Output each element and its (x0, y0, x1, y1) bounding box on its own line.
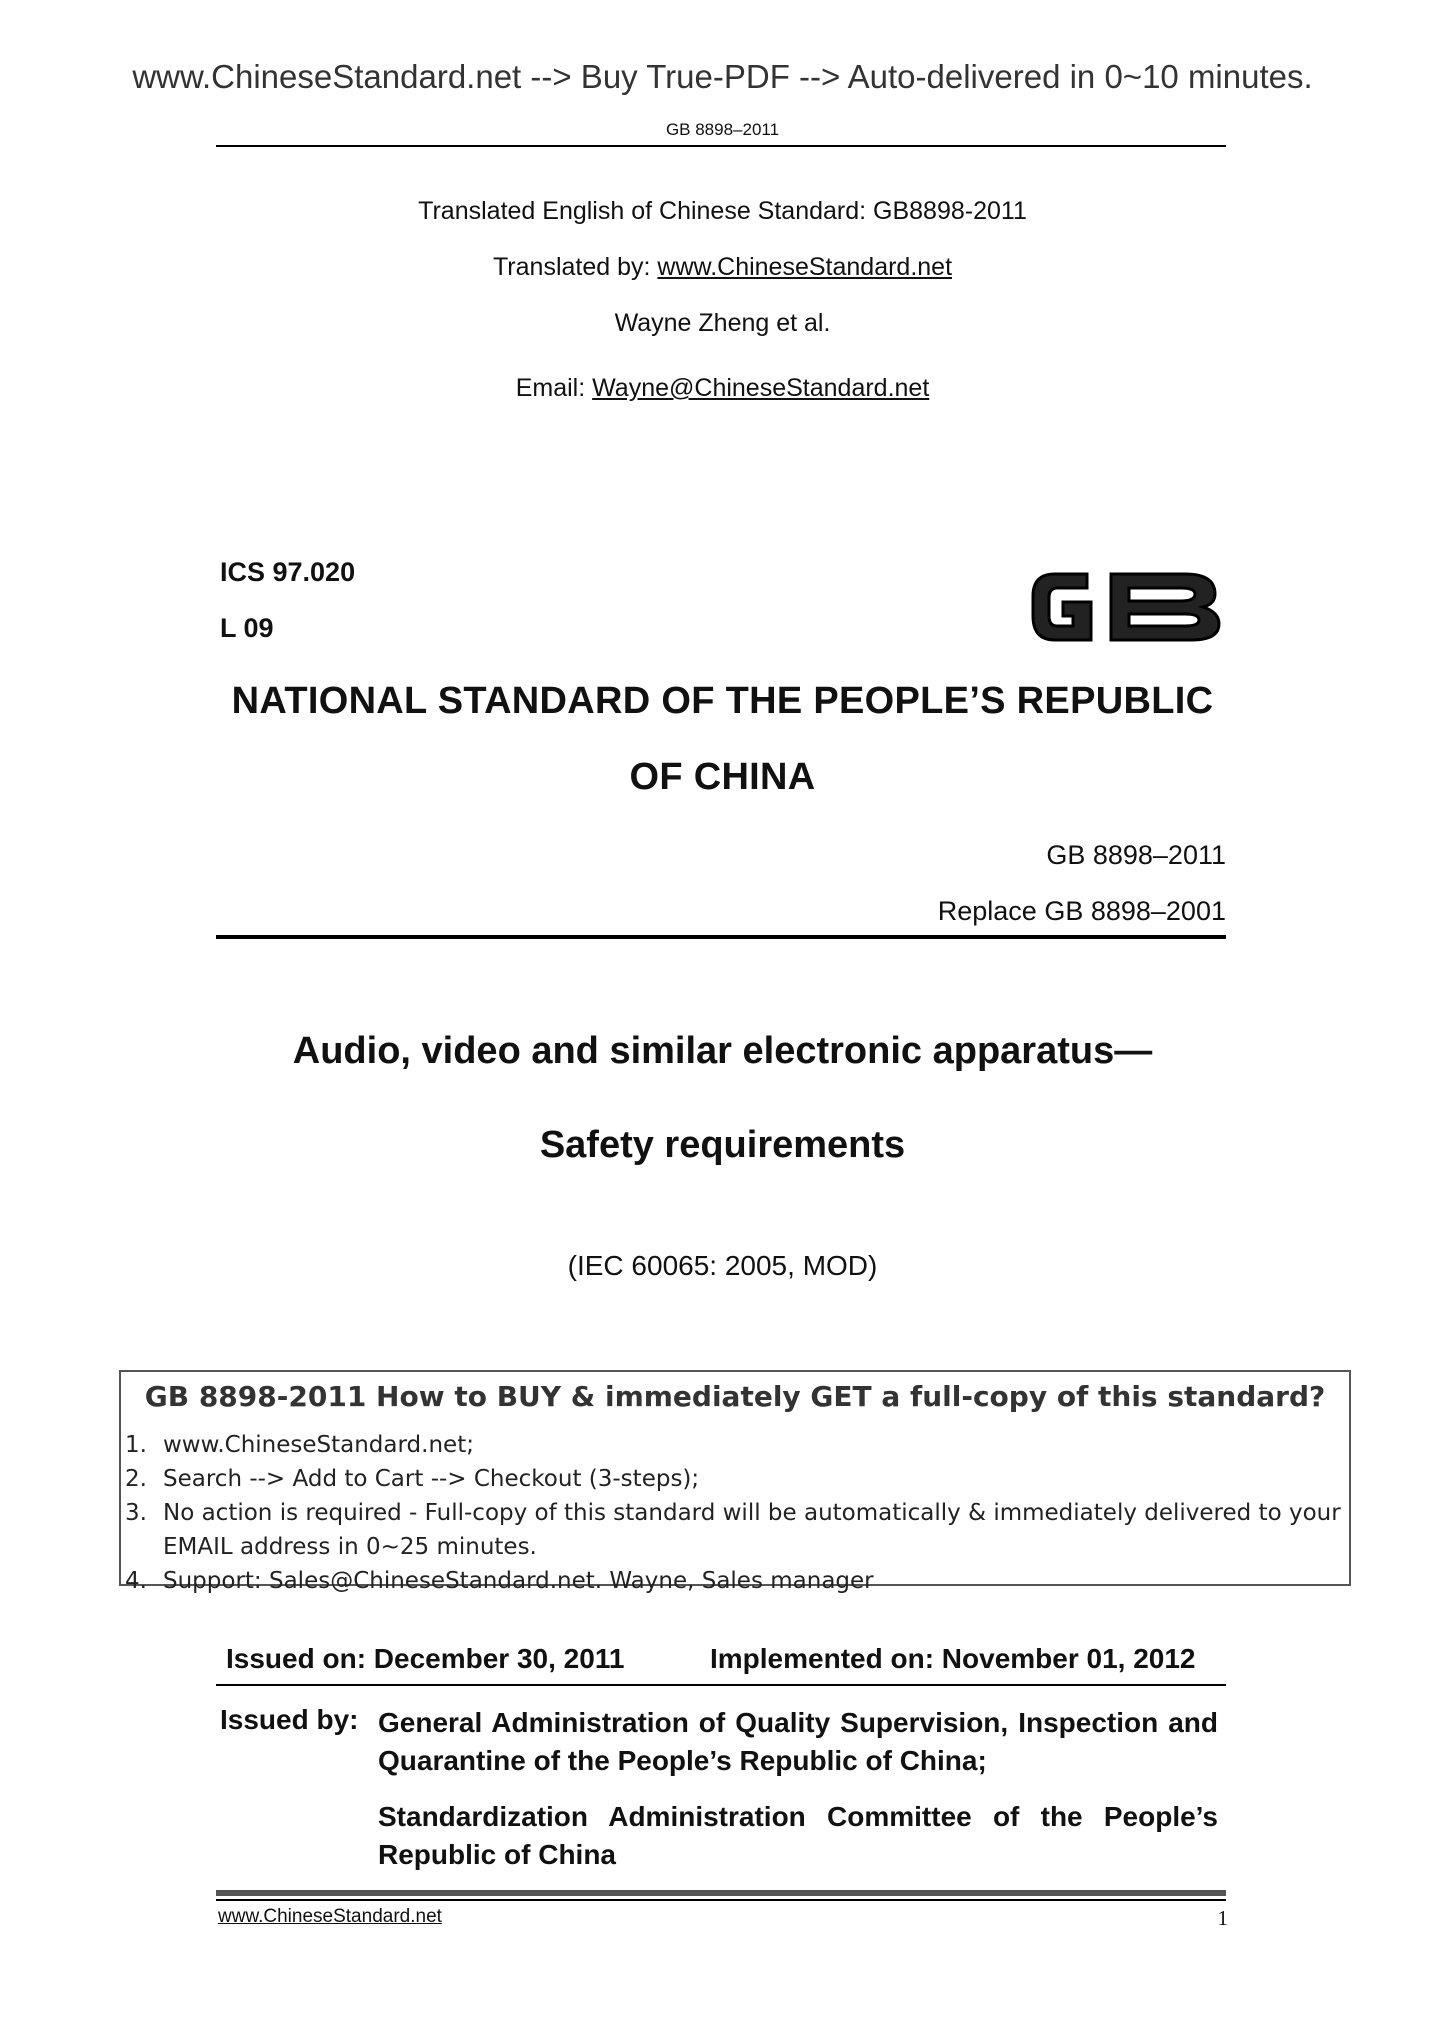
email-link[interactable]: Wayne@ChineseStandard.net (592, 374, 930, 402)
issuing-authority-2: Standardization Administration Committee of the People’s Republic of China (378, 1801, 1218, 1870)
title-rule (216, 935, 1226, 939)
ics-code: ICS 97.020 (220, 557, 356, 587)
running-header-code: GB 8898–2011 (665, 120, 780, 139)
footer-rule-thin (216, 1899, 1226, 1901)
issuing-authority-1: General Administration of Quality Supervision, Inspection and Quarantine of the People’s Republic of China; (378, 1707, 1218, 1776)
page-number: 1 (1217, 1906, 1228, 1930)
document-title-line1: Audio, video and similar electronic apparatus— (292, 1030, 1153, 1072)
step-text[interactable]: www.ChineseStandard.net; (163, 1432, 474, 1458)
footer-site-link[interactable]: www.ChineseStandard.net (218, 1906, 442, 1927)
standard-code: GB 8898–2011 (1046, 840, 1226, 870)
step-number: 4. (125, 1568, 147, 1594)
header-rule (216, 145, 1226, 147)
national-standard-title-line1: NATIONAL STANDARD OF THE PEOPLE’S REPUBLIC (231, 680, 1214, 722)
step-text: Support: Sales@ChineseStandard.net. Wayne, Sales manager (163, 1568, 874, 1594)
purchase-step (121, 1496, 1343, 1564)
implemented-on: Implemented on: November 01, 2012 (710, 1643, 1196, 1674)
replaces-code: Replace GB 8898–2001 (937, 896, 1226, 926)
iec-reference: (IEC 60065: 2005, MOD) (567, 1250, 878, 1281)
national-standard-title-line2: OF CHINA (629, 756, 816, 798)
purchase-step (121, 1462, 1343, 1496)
purchase-step (121, 1428, 1343, 1462)
step-number: 3. (125, 1500, 147, 1526)
step-text: Search --> Add to Cart --> Checkout (3-steps); (163, 1466, 700, 1492)
issued-on: Issued on: December 30, 2011 (226, 1643, 625, 1674)
translated-by (0, 253, 1445, 282)
top-banner: www.ChineseStandard.net --> Buy True-PDF --> Auto-delivered in 0~10 minutes. (132, 58, 1313, 95)
document-title-line2: Safety requirements (539, 1124, 906, 1166)
ccs-code: L 09 (220, 613, 274, 643)
translator-email (0, 374, 1445, 403)
gb-logo-letter-g (1033, 574, 1091, 640)
purchase-step (121, 1564, 1343, 1598)
gb-logo (1025, 560, 1225, 650)
translator-name: Wayne Zheng et al. (614, 309, 831, 337)
footer-rule (216, 1890, 1226, 1896)
translation-note: Translated English of Chinese Standard: GB8898-2011 (418, 197, 1027, 225)
purchase-info-box (119, 1370, 1351, 1594)
purchase-heading: GB 8898-2011 How to BUY & immediately GET a full-copy of this standard? (144, 1380, 1326, 1413)
gb-logo-letter-b (1111, 574, 1219, 640)
issued-rule (216, 1684, 1226, 1686)
step-number: 1. (125, 1432, 147, 1458)
translator-site-link[interactable]: www.ChineseStandard.net (657, 253, 953, 281)
step-text: No action is required - Full-copy of this standard will be automatically & immediately delivered to your EMAIL address in 0~25 minutes. (163, 1500, 1341, 1560)
purchase-steps (121, 1428, 1343, 1598)
translated-by-label: Translated by: (492, 253, 658, 281)
step-number: 2. (125, 1466, 147, 1492)
email-label: Email: (515, 374, 593, 402)
issued-by-label: Issued by: (220, 1704, 359, 1735)
